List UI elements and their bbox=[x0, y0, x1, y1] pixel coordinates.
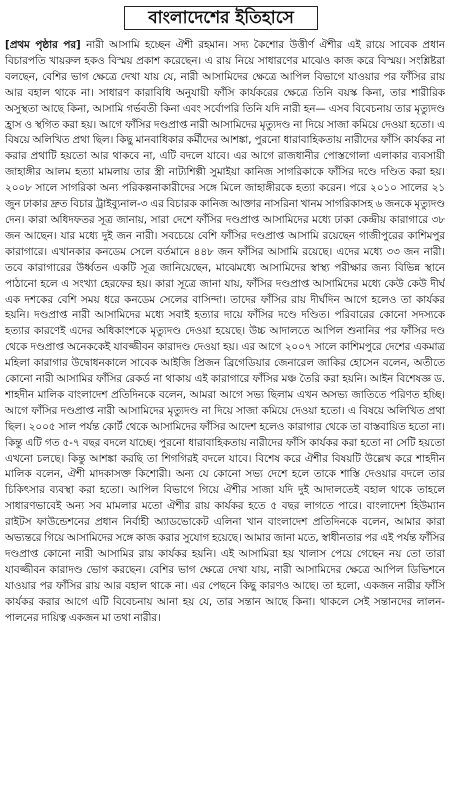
headline-box: বাংলাদেশের ইতিহাসে bbox=[124, 6, 318, 30]
article-paragraph bbox=[5, 38, 445, 627]
continued-from-label: [প্রথম পৃষ্ঠার পর] bbox=[5, 39, 81, 51]
article-body-text: নারী আসামি হচ্ছেন ঐশী রহমান। সদ্য কৈশোর উত্তীর্ণ ঐশীর এই রায়ে সাবেক প্রধান বিচারপতি খায়রুল হকও বিস্ময় প্রকাশ করেছেন। এ রায় নিয়ে সাধারণের মাঝেও কাজ করে বিস্ময়। সংশ্লিষ্টরা বলছেন, বেশির ভাগ ক্ষেত্রে দেখা যায় যে, নারী আসামিদের ক্ষেত্রে আপিল বিভাগে যাওয়ার পর ফাঁসির রায় আর বহাল থাকে না। সাধারণ কারাবিধি অনুযায়ী ফাঁসি কার্যকরের ক্ষেত্রে তিনি বয়স্ক কিনা, তার শারীরিক অসুস্থতা আছে কিনা, আসামি গর্ভবতী কিনা এবং সর্বোপরি তিনি যদি নারী হন— এসব বিবেচনায় তার মৃত্যুদণ্ড হ্রাস ও স্থগিত করা হয়। আগে ফাঁসির দণ্ডপ্রাপ্ত নারী আসামিদের মৃত্যুদণ্ড না দিয়ে সাজা কমিয়ে দেওয়া হতো। এ বিষয়ে অলিখিত প্রথা ছিল। কিছু মানবাধিকার কর্মীদের আশঙ্কা, পুরনো ধারাবাহিকতায় নারীদের ফাঁসি কার্যকর না করার প্রথাটি হয়তো আর থাকবে না, এটি বদলে যাবে। এর আগে রাজধানীর পোস্তগোলা এলাকার ব্যবসায়ী জাহাঙ্গীর আলম হত্যা মামলায় তার স্ত্রী নাট্যশিল্পী সুমাইয়া কানিজ সাগরিকাকে ফাঁসির দণ্ডে দণ্ডিত করা হয়। ২০০৮ সালে সাগরিকা অন্য পরিকল্পনাকারীদের সঙ্গে মিলে জাহাঙ্গীরকে হত্যা করেন। পরে ২০১০ সালের ২১ জুন ঢাকার দ্রুত বিচার ট্রাইব্যুনাল-৩ এর বিচারক কানিজ আক্তার নাসরিনা খানম সাগরিকাসহ ৬ জনকে মৃত্যুদণ্ড দেন। কারা অধিদফতর সূত্র জানায়, সারা দেশে ফাঁসির দণ্ডপ্রাপ্ত আসামিদের মধ্যে ঢাকা কেন্দ্রীয় কারাগারে ৩৮ জন আছেন। যার মধ্যে দুই জন নারী। সবচেয়ে বেশি ফাঁসির দণ্ডপ্রাপ্ত আসামি রয়েছেন গাজীপুরের কাশিমপুর কারাগারে। এখানকার কনডেম সেলে বর্তমানে ৪৪৮ জন ফাঁসির আসামি রয়েছে। এদের মধ্যে ৩৩ জন নারী। তবে কারাগারের উর্ধ্বতন একটি সূত্র জানিয়েছেন, মাঝেমধ্যে আসামিদের স্বাস্থ্য পরীক্ষার জন্য বিভিন্ন স্থানে পাঠানো হলে এ সংখ্যা হেরফের হয়। কারা সূত্রে জানা যায়, ফাঁসির দণ্ডপ্রাপ্ত আসামিদের মধ্যে কেউ কেউ দীর্ঘ এক দশকের বেশি সময় ধরে কনডেম সেলের বাসিন্দা। তাদের ফাঁসির রায় দীর্ঘদিন আগে হলেও তা কার্যকর হয়নি। দণ্ডপ্রাপ্ত নারী আসামিদের মধ্যে সবাই হত্যার দায়ে ফাঁসির দণ্ডে দণ্ডিত। পরিবারের কোনো সদস্যকে হত্যার কারণেই এদের অধিকাংশকে মৃত্যুদণ্ড দেওয়া হয়েছে। উচ্চ আদালতে আপিল শুনানির পর ফাঁসির দণ্ড থেকে দণ্ডপ্রাপ্ত অনেককেই যাবজ্জীবন কারাদণ্ড দেওয়া হয়। এর আগে ২০০৭ সালে কাশিমপুরে দেশের একমাত্র মহিলা কারাগার উদ্বোধনকালে সাবেক আইজি প্রিজন ব্রিগেডিয়ার জেনারেল জাকির হোসেন বলেন, অতীতে কোনো নারী আসামির ফাঁসির রেকর্ড না থাকায় এই কারাগারে ফাঁসির মঞ্চ তৈরি করা হয়নি। আইন বিশেষজ্ঞ ড. শাহদীন মালিক বাংলাদেশ প্রতিদিনকে বলেন, আমরা আগে সভ্য ছিলাম এখন অসভ্য জাতিতে পরিণত হচ্ছি। আগে ফাঁসির দণ্ডপ্রাপ্ত নারী আসামিদের মৃত্যুদণ্ড না দিয়ে সাজা কমিয়ে দেওয়া হতো। এ বিষয়ে অলিখিত প্রথা ছিল। ২০০৫ সাল পর্যন্ত কোর্ট থেকে আসামিদের ফাঁসির আদেশ হলেও কারাগার থেকে তা বাস্তবায়িত হতো না। কিন্তু এটি গত ৫-৭ বছর বদলে যাচ্ছে। পুরনো ধারাবাহিকতায় নারীদের ফাঁসি কার্যকর করা হতো না সেটি হয়তো এখনো চলছে। কিন্তু আশঙ্কা করছি তা শিগগিরই বদলে যাবে। বিশেষ করে ঐশীর বিষয়টি উল্লেখ করে শাহদীন মালিক বলেন, ঐশী মাদকাসক্ত কিশোরী। অন্য যে কোনো সভ্য দেশে হলে তাকে শাস্তি দেওয়ার বদলে তার চিকিৎসার ব্যবস্থা করা হতো। আপিল বিভাগে গিয়ে ঐশীর সাজা যদি দুই আদালতেই বহাল থাকে তাহলে সাধারণভাবেই অন্য সব মামলার মতো ঐশীর রায় কার্যকর হতে ৫ বছর লাগতে পারে। বাংলাদেশ হিউম্যান রাইটস ফাউন্ডেশনের প্রধান নির্বাহী অ্যাডভোকেট এলিনা খান বাংলাদেশ প্রতিদিনকে বলেন, আমার কারা অভ্যন্তরে গিয়ে আসামিদের সঙ্গে কাজ করার সুযোগ হয়েছে। আমার জানা মতে, স্বাধীনতার পর এই পর্যন্ত ফাঁসির দণ্ডপ্রাপ্ত কোনো নারী আসামির রায় কার্যকর হয়নি। এই আসামিরা হয় খালাস পেয়ে গেছেন নয় তো তারা যাবজ্জীবন কারাদণ্ড ভোগ করছেন। বেশির ভাগ ক্ষেত্রে দেখা যায়, নারী আসামিদের ক্ষেত্রে আপিল ডিভিশনে যাওয়ার পর ফাঁসির রায় আর বহাল থাকে না। এর পেছনে কিছু কারণও আছে। তা হলো, একজন নারীর ফাঁসি কার্যকর করার আগে এটি বিবেচনায় আনা হয় যে, তার সন্তান আছে কিনা। থাকলে সেই সন্তানদের লালন-পালনের দায়িত্ব একজন মা তথা নারীর। bbox=[5, 39, 445, 624]
article-body bbox=[5, 38, 445, 786]
headline-area bbox=[0, 6, 450, 34]
